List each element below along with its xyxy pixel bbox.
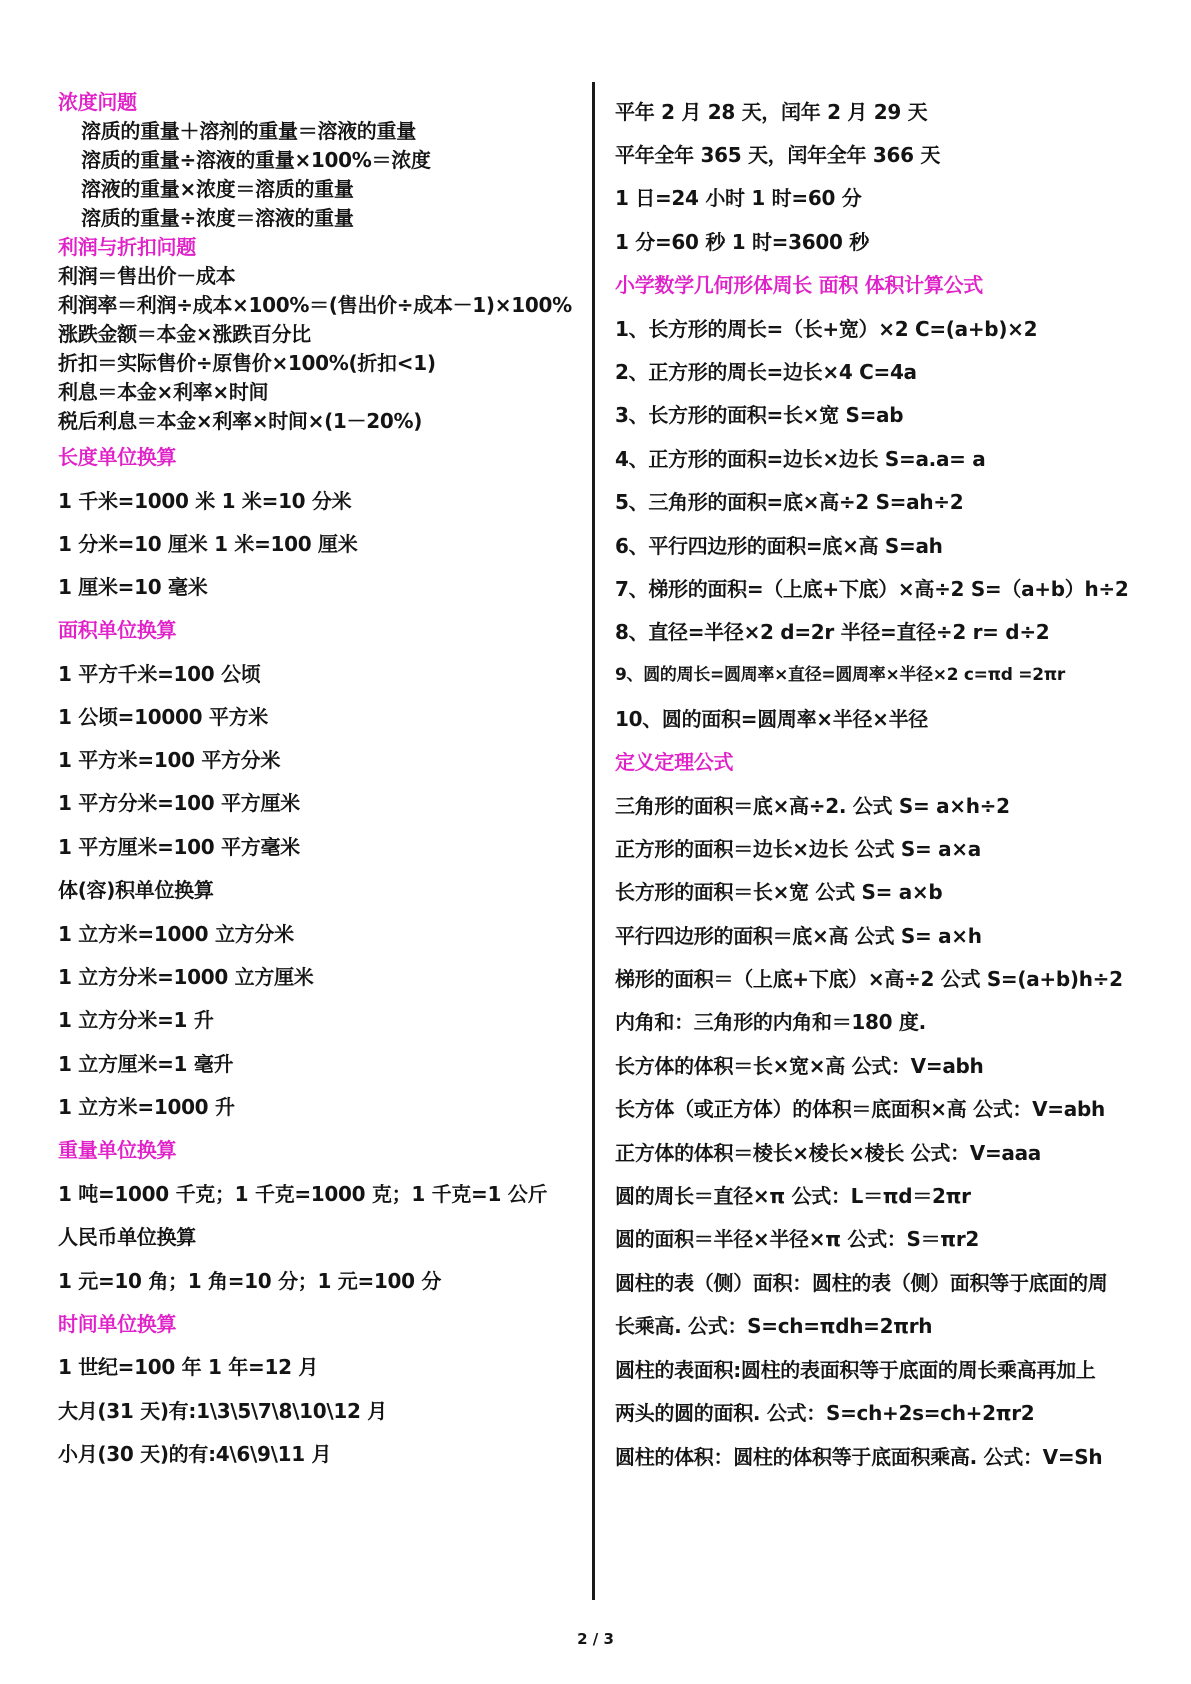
- text-line: 1 立方厘米=1 毫升: [58, 1052, 234, 1076]
- text-line: 人民币单位换算: [58, 1225, 196, 1249]
- text-line: 长乘高. 公式：S=ch=πdh=2πrh: [615, 1314, 933, 1338]
- text-line: 税后利息＝本金×利率×时间×(1－20%): [58, 409, 423, 433]
- text-line: 平年 2 月 28 天，闰年 2 月 29 天: [615, 100, 928, 124]
- text-line: 1、长方形的周长=（长+宽）×2 C=(a+b)×2: [615, 317, 1038, 341]
- text-line: 1 立方分米=1 升: [58, 1008, 214, 1032]
- text-line: 两头的圆的面积. 公式：S=ch+2s=ch+2πr2: [615, 1401, 1035, 1425]
- text-line: 溶质的重量÷溶液的重量×100%＝浓度: [81, 148, 431, 172]
- text-line: 3、长方形的面积=长×宽 S=ab: [615, 403, 904, 427]
- text-line: 1 平方分米=100 平方厘米: [58, 791, 300, 815]
- text-line: 大月(31 天)有:1\3\5\7\8\10\12 月: [58, 1399, 388, 1423]
- text-line: 1 分=60 秒 1 时=3600 秒: [615, 230, 869, 254]
- text-line: 1 元=10 角；1 角=10 分；1 元=100 分: [58, 1269, 442, 1293]
- text-line: 圆柱的表面积:圆柱的表面积等于底面的周长乘高再加上: [615, 1358, 1096, 1382]
- text-line: 1 厘米=10 毫米: [58, 575, 208, 599]
- text-line: 内角和：三角形的内角和＝180 度.: [615, 1010, 926, 1034]
- text-line: 1 世纪=100 年 1 年=12 月: [58, 1355, 319, 1379]
- text-line: 5、三角形的面积=底×高÷2 S=ah÷2: [615, 490, 964, 514]
- text-line: 溶液的重量×浓度＝溶质的重量: [81, 177, 354, 201]
- text-line: 平行四边形的面积＝底×高 公式 S= a×h: [615, 924, 982, 948]
- text-line: 长方体（或正方体）的体积＝底面积×高 公式：V=abh: [615, 1097, 1105, 1121]
- text-line: 1 千米=1000 米 1 米=10 分米: [58, 489, 352, 513]
- section-heading: 长度单位换算: [58, 445, 177, 469]
- section-heading: 定义定理公式: [615, 750, 734, 774]
- text-line: 圆的周长＝直径×π 公式：L＝πd＝2πr: [615, 1184, 971, 1208]
- text-line: 7、梯形的面积=（上底+下底）×高÷2 S=（a+b）h÷2: [615, 577, 1129, 601]
- text-line: 正方体的体积＝棱长×棱长×棱长 公式：V=aaa: [615, 1141, 1042, 1165]
- text-line: 4、正方形的面积=边长×边长 S=a.a= a: [615, 447, 986, 471]
- text-line: 2、正方形的周长=边长×4 C=4a: [615, 360, 917, 384]
- text-line: 体(容)积单位换算: [58, 878, 214, 902]
- text-line: 折扣＝实际售价÷原售价×100%(折扣<1): [58, 351, 436, 375]
- text-line: 1 分米=10 厘米 1 米=100 厘米: [58, 532, 358, 556]
- text-line: 6、平行四边形的面积=底×高 S=ah: [615, 534, 943, 558]
- section-heading: 浓度问题: [58, 90, 137, 114]
- text-line: 溶质的重量÷浓度＝溶液的重量: [81, 206, 354, 230]
- text-line: 溶质的重量＋溶剂的重量＝溶液的重量: [81, 119, 416, 143]
- text-line: 涨跌金额＝本金×涨跌百分比: [58, 322, 311, 346]
- text-line: 1 立方米=1000 立方分米: [58, 922, 294, 946]
- text-line: 梯形的面积＝（上底+下底）×高÷2 公式 S=(a+b)h÷2: [615, 967, 1123, 991]
- section-heading: 利润与折扣问题: [58, 235, 196, 259]
- text-line: 1 平方厘米=100 平方毫米: [58, 835, 300, 859]
- text-line: 1 公顷=10000 平方米: [58, 705, 268, 729]
- section-heading: 时间单位换算: [58, 1312, 177, 1336]
- text-line: 8、直径=半径×2 d=2r 半径=直径÷2 r= d÷2: [615, 620, 1050, 644]
- text-line: 9、圆的周长=圆周率×直径=圆周率×半径×2 c=πd =2πr: [615, 665, 1065, 685]
- text-line: 圆柱的体积：圆柱的体积等于底面积乘高. 公式：V=Sh: [615, 1445, 1103, 1469]
- text-line: 利润率＝利润÷成本×100%＝(售出价÷成本－1)×100%: [58, 293, 572, 317]
- text-line: 10、圆的面积=圆周率×半径×半径: [615, 707, 929, 731]
- page-number: 2 / 3: [577, 1630, 614, 1648]
- text-line: 小月(30 天)的有:4\6\9\11 月: [58, 1442, 332, 1466]
- text-line: 1 立方米=1000 升: [58, 1095, 235, 1119]
- text-line: 圆的面积＝半径×半径×π 公式：S＝πr2: [615, 1227, 980, 1251]
- column-divider: [592, 82, 595, 1600]
- text-line: 1 立方分米=1000 立方厘米: [58, 965, 314, 989]
- text-line: 1 吨=1000 千克；1 千克=1000 克；1 千克=1 公斤: [58, 1182, 548, 1206]
- text-line: 利息＝本金×利率×时间: [58, 380, 269, 404]
- text-line: 三角形的面积＝底×高÷2. 公式 S= a×h÷2: [615, 794, 1010, 818]
- text-line: 长方体的体积＝长×宽×高 公式：V=abh: [615, 1054, 984, 1078]
- text-line: 圆柱的表（侧）面积：圆柱的表（侧）面积等于底面的周: [615, 1271, 1108, 1295]
- text-line: 长方形的面积＝长×宽 公式 S= a×b: [615, 880, 943, 904]
- text-line: 1 平方千米=100 公顷: [58, 662, 261, 686]
- section-heading: 重量单位换算: [58, 1138, 177, 1162]
- text-line: 1 日=24 小时 1 时=60 分: [615, 186, 862, 210]
- text-line: 利润＝售出价－成本: [58, 264, 236, 288]
- text-line: 平年全年 365 天，闰年全年 366 天: [615, 143, 941, 167]
- text-line: 1 平方米=100 平方分米: [58, 748, 281, 772]
- section-heading: 面积单位换算: [58, 618, 177, 642]
- text-line: 正方形的面积＝边长×边长 公式 S= a×a: [615, 837, 981, 861]
- section-heading: 小学数学几何形体周长 面积 体积计算公式: [615, 273, 983, 297]
